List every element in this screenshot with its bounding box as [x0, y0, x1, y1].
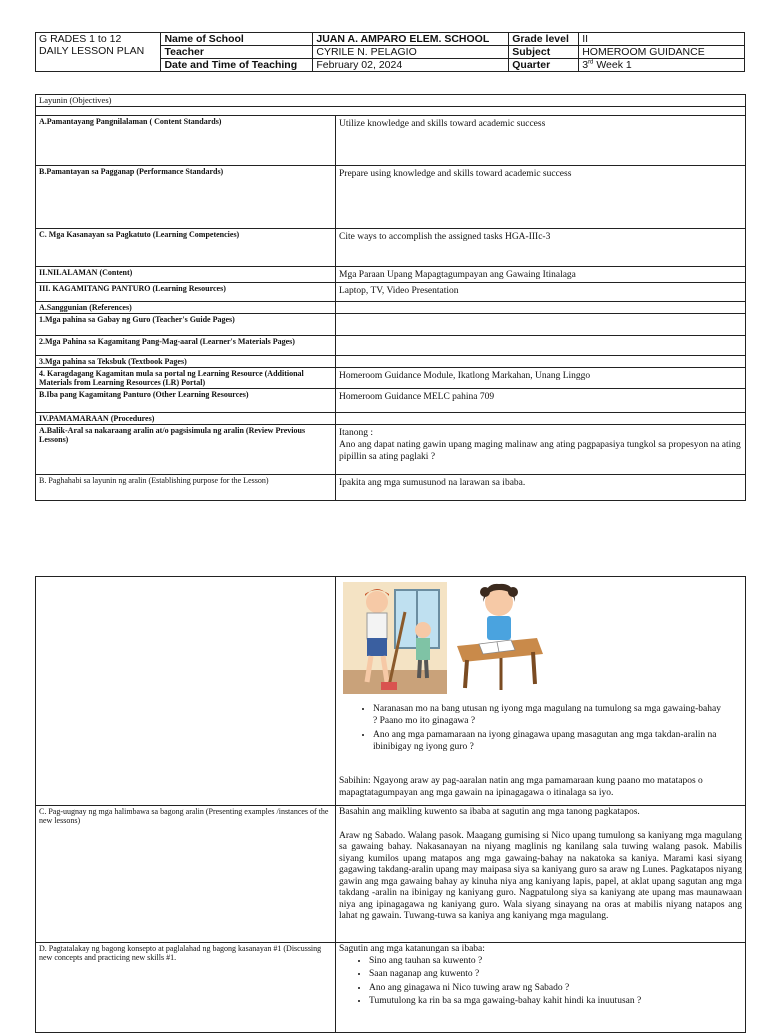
motivation-label: [36, 577, 336, 806]
examples-value: [336, 806, 746, 943]
list-item: • Saan naganap ang kuwento ?: [369, 969, 742, 981]
lr-portal-value: Homeroom Guidance Module, Ikatlong Markahan, Unang Linggo: [336, 368, 746, 389]
list-item: • Sino ang tauhan sa kuwento ?: [369, 956, 742, 968]
review-label: A.Balik-Aral sa nakaraang aralin at/o pagsisimula ng aralin (Review Previous Lessons): [36, 425, 336, 475]
discussion-value: [336, 943, 746, 1033]
subject-label: Subject: [509, 46, 579, 59]
references-value: [336, 302, 746, 314]
lr-portal-label: 4. Karagdagang Kagamitan mula sa portal ng Learning Resource (Additional Materials from Learning Resources (LR) Portal): [36, 368, 336, 389]
textbook-value: [336, 356, 746, 368]
teachers-guide-value: [336, 314, 746, 336]
review-question: Ano ang dapat nating gawin upang maging malinaw ang ating pagpapasiya tungkol sa propesyon na ating pipillin sa ating paglaki ?: [339, 440, 741, 462]
child-studying-illustration: [449, 580, 545, 692]
quarter-suffix: rd: [588, 59, 594, 66]
resources-label: III. KAGAMITANG PANTURO (Learning Resources): [36, 283, 336, 302]
discussion-instruction: Sagutin ang mga katanungan sa ibaba:: [339, 944, 485, 954]
procedures-value: [336, 413, 746, 425]
list-item: • Ano ang ginagawa ni Nico tuwing araw ng Sabado ?: [369, 983, 742, 995]
list-item: • Naranasan mo na bang utusan ng iyong mga magulang na tumulong sa mga gawaing-bahay ? Paano mo ito ginagawa ?: [373, 704, 724, 727]
date-value: February 02, 2024: [313, 59, 509, 72]
review-value: [336, 425, 746, 475]
teacher-value: CYRILE N. PELAGIO: [313, 46, 509, 59]
learners-materials-value: [336, 336, 746, 356]
quarter-label: Quarter: [509, 59, 579, 72]
subject-value: HOMEROOM GUIDANCE: [579, 46, 745, 59]
plan-title: [36, 33, 161, 72]
teachers-guide-label: 1.Mga pahina sa Gabay ng Guro (Teacher's Guide Pages): [36, 314, 336, 336]
quarter-week: Week 1: [593, 59, 632, 71]
grade-value: II: [579, 33, 745, 46]
review-prompt: Itanong :: [339, 428, 374, 438]
quarter-number: 3: [582, 59, 589, 71]
textbook-label: 3.Mga pahina sa Teksbuk (Textbook Pages): [36, 356, 336, 368]
plan-title-line1: G RADES 1 to 12: [39, 33, 122, 45]
purpose-value: Ipakita ang mga sumusunod na larawan sa ibaba.: [336, 475, 746, 501]
other-resources-label: B.Iba pang Kagamitang Panturo (Other Learning Resources): [36, 389, 336, 413]
resources-value: Laptop, TV, Video Presentation: [336, 283, 746, 302]
competencies-value: Cite ways to accomplish the assigned tasks HGA-IIIc-3: [336, 229, 746, 267]
performance-standards-value: Prepare using knowledge and skills toward academic success: [336, 166, 746, 229]
lesson-plan-header: [35, 32, 745, 72]
content-value: Mga Paraan Upang Mapagtagumpayan ang Gawaing Itinalaga: [336, 267, 746, 283]
performance-standards-label: B.Pamantayan sa Pagganap (Performance Standards): [36, 166, 336, 229]
examples-label: C. Pag-uugnay ng mga halimbawa sa bagong aralin (Presenting examples /instances of the new lessons): [36, 806, 336, 943]
content-standards-value: Utilize knowledge and skills toward academic success: [336, 116, 746, 166]
plan-title-line2: DAILY LESSON PLAN: [39, 45, 145, 57]
competencies-label: C. Mga Kasanayan sa Pagkatuto (Learning Competencies): [36, 229, 336, 267]
references-label: A.Sanggunian (References): [36, 302, 336, 314]
purpose-label: B. Paghahabi sa layunin ng aralin (Establishing purpose for the Lesson): [36, 475, 336, 501]
lesson-plan-table: [35, 94, 746, 501]
school-label: Name of School: [161, 33, 313, 46]
motivation-value: [336, 577, 746, 806]
teacher-label: Teacher: [161, 46, 313, 59]
child-cleaning-illustration: [343, 582, 447, 694]
list-item: • Tumutulong ka rin ba sa mga gawaing-bahay kahit hindi ka inuutusan ?: [369, 996, 742, 1008]
other-resources-value: Homeroom Guidance MELC pahina 709: [336, 389, 746, 413]
school-value: JUAN A. AMPARO ELEM. SCHOOL: [313, 33, 509, 46]
content-label: II.NILALAMAN (Content): [36, 267, 336, 283]
date-label: Date and Time of Teaching: [161, 59, 313, 72]
objectives-heading: Layunin (Objectives): [36, 95, 746, 107]
motivation-images: [339, 578, 742, 696]
list-item: • Ano ang mga pamamaraan na iyong ginagawa upang masagutan ang mga takdan-aralin na ibinibigay ng iyong guro ?: [373, 730, 724, 753]
story-paragraph: Araw ng Sabado. Walang pasok. Maagang gumising si Nico upang tumulong sa kaniyang mga magulang sa gawaing bahay. Nakasanayan na niyang maglinis ng kanilang sala tuwing walang pasok. Mabilis siyang kumilos upang matapos ang mga gawaing-bahay na nakatoka sa kaniya. Marami kasi siyang gagawing takdang-aralin upang may maipasa siya sa kaniyang guro sa araw ng Lunes. Pagkatapos niyang gawin ang mga gawaing bahay ay kinuha niya ang kaniyang lapis, papel, at aklat upang sagutan ang mga takdang -aralin na ibinigay ng kaniyang guro. Nagpatulong siya sa kaniyang ate upang mas maunawaan niya ang ipinagagawa ng kaniyang guro. Wala siyang sinayang na oras at mabilis niyang natapos ang lahat ng gawain. Tuwang-tuwa sa kaniya ang kaniyang mga magulang.: [339, 830, 742, 921]
motivation-question-list: [339, 704, 742, 753]
discussion-label: D. Pagtatalakay ng bagong konsepto at paglalahad ng bagong kasanayan #1 (Discussing new concepts and practicing new skills #1.: [36, 943, 336, 1033]
grade-label: Grade level: [509, 33, 579, 46]
spacer-row: [36, 107, 746, 116]
procedures-label: IV.PAMAMARAAN (Procedures): [36, 413, 336, 425]
sabihin-statement: Sabihin: Ngayong araw ay pag-aaralan natin ang mga pamamaraan kung paano mo matatapos o mapagtatagumpayan ang mga gawain na ipinagagawa o itinalaga sa iyo.: [339, 776, 703, 798]
lesson-plan-page2: [35, 576, 746, 1033]
discussion-question-list: [339, 956, 742, 1008]
quarter-value: [579, 59, 745, 72]
content-standards-label: A.Pamantayang Pangnilalaman ( Content Standards): [36, 116, 336, 166]
examples-instruction: Basahin ang maikling kuwento sa ibaba at sagutin ang mga tanong pagkatapos.: [339, 807, 640, 817]
learners-materials-label: 2.Mga Pahina sa Kagamitang Pang-Mag-aaral (Learner's Materials Pages): [36, 336, 336, 356]
